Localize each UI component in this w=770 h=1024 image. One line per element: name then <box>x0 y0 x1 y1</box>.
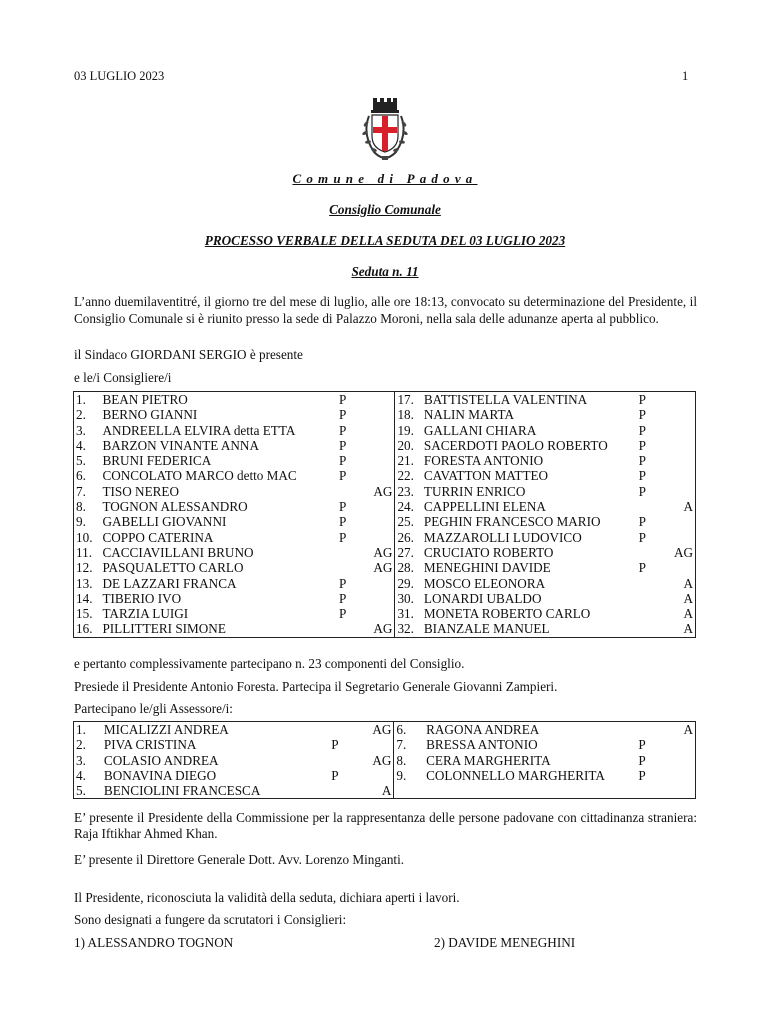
member-name: PIVA CRISTINA <box>103 737 197 753</box>
presence-mark: P <box>338 529 347 545</box>
member-number: 12. <box>76 560 93 576</box>
presence-mark <box>637 606 667 621</box>
member-number <box>394 783 426 799</box>
member-name: RAGONA ANDREA <box>426 722 540 737</box>
absence-mark: AG <box>373 483 393 499</box>
member-number: 3. <box>76 752 86 768</box>
absence-mark: A <box>683 590 693 606</box>
member-name: CAPPELLINI ELENA <box>423 499 546 515</box>
presence-mark: P <box>338 499 347 515</box>
member-number: 6. <box>394 722 426 738</box>
table-row <box>74 621 696 637</box>
member-name: DE LAZZARI FRANCA <box>102 575 237 591</box>
member-number: 15. <box>76 606 93 622</box>
table-row <box>74 606 696 621</box>
absence-mark <box>667 514 696 529</box>
absence-mark <box>367 423 395 438</box>
member-number: 31. <box>395 606 424 621</box>
member-name: BIANZALE MANUEL <box>423 621 550 637</box>
member-number: 7. <box>76 483 86 499</box>
member-number: 5. <box>76 783 86 799</box>
absence-mark <box>667 438 696 453</box>
presence-mark: P <box>638 407 646 423</box>
presence-mark <box>337 484 367 499</box>
member-number: 25. <box>395 514 424 529</box>
sindaco-line: il Sindaco GIORDANI SERGIO è presente <box>74 347 303 362</box>
table-row <box>74 783 696 799</box>
presence-mark: P <box>638 514 646 530</box>
member-number: 8. <box>76 499 86 515</box>
presence-mark <box>637 591 667 606</box>
absence-mark <box>367 514 395 529</box>
table-row <box>74 591 696 606</box>
partecipano-line: e pertanto complessivamente partecipano n. 23 componenti del Consiglio. <box>74 656 465 671</box>
member-name: CACCIAVILLANI BRUNO <box>102 544 254 560</box>
member-number: 27. <box>395 545 424 560</box>
presence-mark <box>337 621 367 637</box>
seduta-title: Seduta n. 11 <box>351 264 419 279</box>
absence-mark: A <box>683 575 693 591</box>
intro-paragraph: L’anno duemilaventitré, il giorno tre del mese di luglio, alle ore 18:13, convocato su determinazione del Presidente, il Consiglio Comunale si è riunito presso la sede di Palazzo Moroni, nella sala delle adunanze aperta al pubblico. <box>74 294 697 326</box>
comune-title: Comune di Padova <box>292 171 478 186</box>
table-row <box>74 468 696 483</box>
table-row <box>74 514 696 529</box>
table-row <box>74 407 696 422</box>
member-name: BONAVINA DIEGO <box>103 767 217 783</box>
presence-mark <box>637 621 667 637</box>
consiglieri-label: e le/i Consigliere/i <box>74 370 172 385</box>
presence-mark: P <box>638 468 646 484</box>
absence-mark: A <box>683 722 693 737</box>
absence-mark: AG <box>373 560 393 576</box>
table-row <box>74 438 696 453</box>
table-row <box>74 722 696 738</box>
member-name: TISO NEREO <box>102 483 179 499</box>
member-name: MENEGHINI DAVIDE <box>423 560 551 576</box>
table-row <box>74 453 696 468</box>
member-name: BEAN PIETRO <box>102 392 188 407</box>
member-name: GABELLI GIOVANNI <box>102 514 227 530</box>
header-date: 03 LUGLIO 2023 <box>74 69 165 83</box>
member-number: 1. <box>76 392 86 407</box>
table-row <box>74 484 696 499</box>
absence-mark <box>367 499 395 514</box>
member-name: TOGNON ALESSANDRO <box>102 499 248 515</box>
member-name: TURRIN ENRICO <box>423 483 526 499</box>
presence-mark: P <box>638 392 646 407</box>
member-number: 5. <box>76 453 86 469</box>
member-number: 1. <box>76 722 86 737</box>
processo-title: PROCESSO VERBALE DELLA SEDUTA DEL 03 LUGLIO 2023 <box>204 233 566 248</box>
member-name: GALLANI CHIARA <box>423 422 537 438</box>
table-row <box>74 576 696 591</box>
absence-mark <box>668 737 696 752</box>
absence-mark <box>367 468 395 483</box>
padova-crest-icon <box>356 96 414 166</box>
table-row <box>74 560 696 575</box>
direttore-line: E’ presente il Direttore Generale Dott. Avv. Lorenzo Minganti. <box>74 852 405 867</box>
member-name: SACERDOTI PAOLO ROBERTO <box>423 437 608 453</box>
member-number: 30. <box>395 591 424 606</box>
member-number: 10. <box>76 529 93 545</box>
absence-mark <box>667 560 696 575</box>
assessori-label: Partecipano le/gli Assessore/i: <box>74 701 233 716</box>
consiglio-title: Consiglio Comunale <box>329 202 441 217</box>
member-name: PASQUALETTO CARLO <box>102 560 244 576</box>
member-name: BARZON VINANTE ANNA <box>102 437 259 453</box>
table-row <box>74 499 696 514</box>
absence-mark <box>667 453 696 468</box>
member-name: COPPO CATERINA <box>102 529 214 545</box>
absence-mark <box>366 737 394 752</box>
commissione-paragraph: E’ presente il Presidente della Commissione per la rappresentanza delle persone padovane con cittadinanza straniera: Raja Iftikhar Ahmed Khan. <box>74 810 697 841</box>
member-name: NALIN MARTA <box>423 407 514 423</box>
absence-mark <box>667 423 696 438</box>
member-number: 2. <box>76 737 86 753</box>
presence-mark: P <box>638 737 646 753</box>
member-number: 18. <box>395 407 424 422</box>
absence-mark <box>367 407 395 422</box>
member-name: BERNO GIANNI <box>102 407 198 423</box>
absence-mark: AG <box>373 544 393 560</box>
absence-mark: AG <box>373 621 393 637</box>
member-name: TARZIA LUIGI <box>102 606 189 622</box>
member-name: ANDREELLA ELVIRA detta ETTA <box>102 422 296 438</box>
member-number: 24. <box>395 499 424 514</box>
member-number: 7. <box>394 737 426 752</box>
absence-mark <box>667 530 696 545</box>
member-name: COLASIO ANDREA <box>103 752 219 768</box>
presence-mark: P <box>638 767 646 783</box>
absence-mark <box>668 768 696 783</box>
absence-mark <box>667 392 696 408</box>
presence-mark <box>636 722 667 738</box>
page-number: 1 <box>682 69 689 83</box>
member-number: 6. <box>76 468 86 484</box>
member-name: MAZZAROLLI LUDOVICO <box>423 529 582 545</box>
scrutatori-label: Sono designati a fungere da scrutatori i Consiglieri: <box>74 912 347 927</box>
absence-mark <box>668 783 696 799</box>
member-number: 9. <box>76 514 86 530</box>
presence-mark <box>329 783 366 799</box>
absence-mark <box>367 453 395 468</box>
member-name: LONARDI UBALDO <box>423 590 542 606</box>
absence-mark <box>367 576 395 591</box>
table-row <box>74 423 696 438</box>
presence-mark: P <box>338 514 347 530</box>
table-row <box>74 737 696 752</box>
presence-mark: P <box>338 437 347 453</box>
scrutatore-2: 2) DAVIDE MENEGHINI <box>434 935 576 950</box>
member-number: 17. <box>395 392 424 408</box>
presence-mark <box>637 576 667 591</box>
absence-mark: A <box>683 606 693 622</box>
presence-mark: P <box>638 422 646 438</box>
absence-mark <box>366 768 394 783</box>
absence-mark <box>367 606 395 621</box>
presence-mark: P <box>338 453 347 469</box>
member-name <box>426 783 636 799</box>
member-number: 9. <box>394 768 426 783</box>
member-name: BRESSA ANTONIO <box>426 737 538 753</box>
absence-mark <box>367 392 395 408</box>
presence-mark: P <box>338 468 347 484</box>
presence-mark <box>337 545 367 560</box>
member-number: 14. <box>76 590 93 606</box>
table-row <box>74 545 696 560</box>
table-row <box>74 768 696 783</box>
validita-line: Il Presidente, riconosciuta la validità della seduta, dichiara aperti i lavori. <box>74 890 460 905</box>
presence-mark: P <box>331 737 339 753</box>
presence-mark: P <box>338 575 347 591</box>
presence-mark <box>329 722 366 738</box>
member-name: PEGHIN FRANCESCO MARIO <box>423 514 601 530</box>
presence-mark: P <box>338 407 347 423</box>
member-name: CONCOLATO MARCO detto MAC <box>102 468 297 484</box>
member-number: 29. <box>395 576 424 591</box>
absence-mark <box>367 530 395 545</box>
table-row <box>74 392 696 408</box>
member-number: 8. <box>394 753 426 768</box>
member-name: MOSCO ELEONORA <box>423 575 546 591</box>
member-name: FORESTA ANTONIO <box>423 453 544 469</box>
presence-mark <box>637 499 667 514</box>
absence-mark <box>667 484 696 499</box>
presence-mark: P <box>638 529 646 545</box>
member-number: 22. <box>395 468 424 483</box>
member-number: 21. <box>395 453 424 468</box>
member-name: BATTISTELLA VALENTINA <box>423 392 588 407</box>
presence-mark <box>636 783 667 799</box>
absence-mark <box>667 407 696 422</box>
absence-mark: A <box>683 621 693 637</box>
presence-mark: P <box>338 392 347 407</box>
member-name: BENCIOLINI FRANCESCA <box>103 783 261 799</box>
presiede-line: Presiede il Presidente Antonio Foresta. Partecipa il Segretario Generale Giovanni Zampieri. <box>74 679 558 694</box>
consiglieri-table <box>73 391 696 638</box>
member-number: 23. <box>395 484 424 499</box>
member-number: 20. <box>395 438 424 453</box>
scrutatore-1: 1) ALESSANDRO TOGNON <box>74 935 234 950</box>
presence-mark: P <box>338 590 347 606</box>
presence-mark: P <box>338 422 347 438</box>
table-row <box>74 530 696 545</box>
absence-mark: AG <box>372 722 392 737</box>
presence-mark <box>329 753 366 768</box>
member-number: 13. <box>76 575 93 591</box>
member-name: CRUCIATO ROBERTO <box>423 544 554 560</box>
member-name: CAVATTON MATTEO <box>423 468 549 484</box>
presence-mark: P <box>638 453 646 469</box>
absence-mark: A <box>683 499 693 515</box>
member-name: MONETA ROBERTO CARLO <box>423 606 591 622</box>
presence-mark <box>637 545 667 560</box>
absence-mark: AG <box>372 752 392 768</box>
member-name: PILLITTERI SIMONE <box>102 621 226 637</box>
member-number: 28. <box>395 560 424 575</box>
member-number: 19. <box>395 423 424 438</box>
absence-mark <box>667 468 696 483</box>
member-number: 2. <box>76 407 86 423</box>
presence-mark: P <box>638 752 646 768</box>
member-number: 4. <box>76 767 86 783</box>
absence-mark <box>367 591 395 606</box>
assessori-table <box>73 721 696 799</box>
member-number: 16. <box>76 621 93 637</box>
member-number: 4. <box>76 437 86 453</box>
member-number: 11. <box>76 544 92 560</box>
presence-mark: P <box>338 606 347 622</box>
presence-mark: P <box>638 560 646 576</box>
member-number: 3. <box>76 422 86 438</box>
absence-mark: AG <box>673 544 693 560</box>
absence-mark <box>367 438 395 453</box>
presence-mark: P <box>638 437 646 453</box>
member-name: MICALIZZI ANDREA <box>103 722 229 737</box>
absence-mark <box>668 753 696 768</box>
presence-mark <box>337 560 367 575</box>
member-name: TIBERIO IVO <box>102 590 182 606</box>
presence-mark: P <box>638 483 646 499</box>
member-number: 26. <box>395 530 424 545</box>
member-name: CERA MARGHERITA <box>426 752 551 768</box>
member-name: COLONNELLO MARGHERITA <box>426 767 605 783</box>
presence-mark: P <box>331 767 339 783</box>
absence-mark: A <box>381 783 392 799</box>
member-name: BRUNI FEDERICA <box>102 453 212 469</box>
table-row <box>74 753 696 768</box>
member-number: 32. <box>395 621 424 637</box>
